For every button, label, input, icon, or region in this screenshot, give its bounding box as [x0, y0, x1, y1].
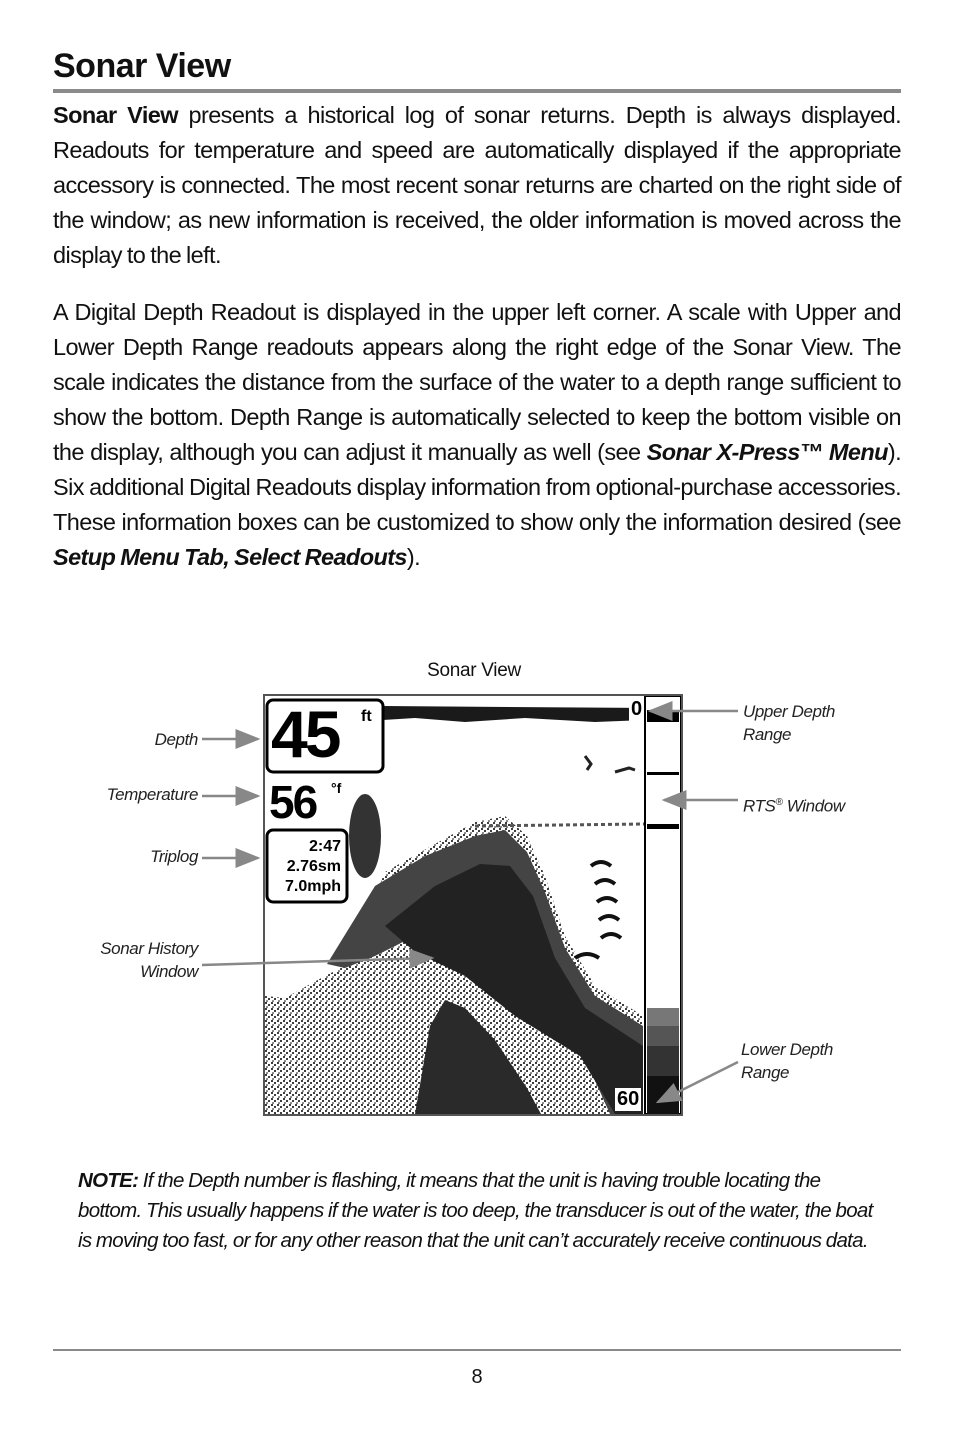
- temperature-unit: °f: [331, 780, 342, 796]
- rts-prefix: RTS: [743, 796, 776, 816]
- bait-cluster: [585, 756, 635, 772]
- rts-mark-1: [647, 772, 679, 775]
- sonar-history-line-1: Sonar History: [100, 939, 198, 958]
- depth-callout: Depth: [154, 730, 198, 749]
- temperature-readout: 56: [269, 776, 317, 828]
- rts-bottom-4: [647, 1076, 679, 1114]
- lower-range-line-2: Range: [741, 1063, 790, 1082]
- temperature-callout: Temperature: [106, 785, 198, 804]
- rts-callout: [743, 791, 845, 818]
- rts-bottom-1: [647, 1008, 679, 1026]
- sonar-history-callout: [60, 937, 198, 983]
- rts-bottom-3: [647, 1046, 679, 1076]
- triplog-speed: 7.0mph: [284, 878, 341, 895]
- readouts-text-3: ).: [406, 544, 421, 570]
- xpress-menu-reference: Sonar X-Press™ Menu: [646, 439, 888, 465]
- upper-range-readout: 0: [631, 698, 643, 720]
- sonar-screen: [263, 694, 683, 1116]
- upper-range-callout: [743, 700, 835, 746]
- rts-registered-mark: ®: [775, 797, 783, 808]
- footer-rule: [53, 1349, 901, 1351]
- note-text: If the Depth number is flashing, it means that the unit is having trouble locating the bottom. This usually happens if the water is too deep, the transducer is out of the water, the boat is moving too fast, or for any other reason that the unit can’t accurately receive continuous data.: [78, 1169, 873, 1252]
- upper-range-line-1: Upper Depth: [743, 702, 835, 721]
- triplog-callout: Triplog: [150, 847, 198, 866]
- fish-arches: [575, 862, 621, 958]
- rts-suffix: Window: [782, 796, 845, 816]
- intro-text: presents a historical log of sonar returns. Depth is always displayed. Readouts for temperature and speed are automatically displayed if the appropriate accessory is connected. The most recent sonar returns are charted on the right side of the window; as new information is received, the older information is moved across the display to the left.: [53, 102, 902, 268]
- intro-paragraph: [53, 98, 901, 273]
- rts-upper-marker: [647, 710, 679, 722]
- page-number: 8: [471, 1366, 483, 1388]
- select-readouts-reference: Setup Menu Tab, Select Readouts: [53, 544, 407, 570]
- figure-caption: Sonar View: [427, 660, 521, 681]
- lower-range-line-1: Lower Depth: [741, 1040, 833, 1059]
- section-title: Sonar View: [53, 47, 231, 85]
- depth-unit: ft: [361, 708, 372, 725]
- fish-arch-1: [349, 794, 381, 878]
- rts-bottom-2: [647, 1026, 679, 1046]
- readouts-text-1: A Digital Depth Readout is displayed in the upper left corner. A scale with Upper and Lower Depth Range readouts appears along the right edge of the Sonar View. The scale indicates the distance from the surface of the water to a depth range sufficient to show the bottom. Depth Range is automatically selected to keep the bottom visible on the display, although you can adjust it manually as well (see: [53, 299, 901, 465]
- depth-readout: 45: [271, 697, 339, 771]
- readouts-text-2: ). Six additional Digital Readouts display information from optional-purchase accessories. These information boxes can be customized to show only the information desired (see: [53, 439, 901, 535]
- note-label: NOTE:: [78, 1169, 139, 1192]
- sonar-view-term: Sonar View: [53, 102, 178, 128]
- triplog-distance: 2.76sm: [286, 858, 341, 875]
- lower-range-readout: 60: [617, 1088, 640, 1110]
- lower-range-callout: [741, 1038, 833, 1084]
- title-rule: [53, 89, 901, 93]
- note: [78, 1166, 878, 1256]
- surface-clutter: [383, 706, 645, 722]
- triplog-time: 2:47: [308, 838, 341, 855]
- readouts-paragraph: [53, 295, 901, 575]
- rts-mark-2: [647, 824, 679, 829]
- sonar-history-line-2: Window: [140, 962, 198, 981]
- upper-range-line-2: Range: [743, 725, 792, 744]
